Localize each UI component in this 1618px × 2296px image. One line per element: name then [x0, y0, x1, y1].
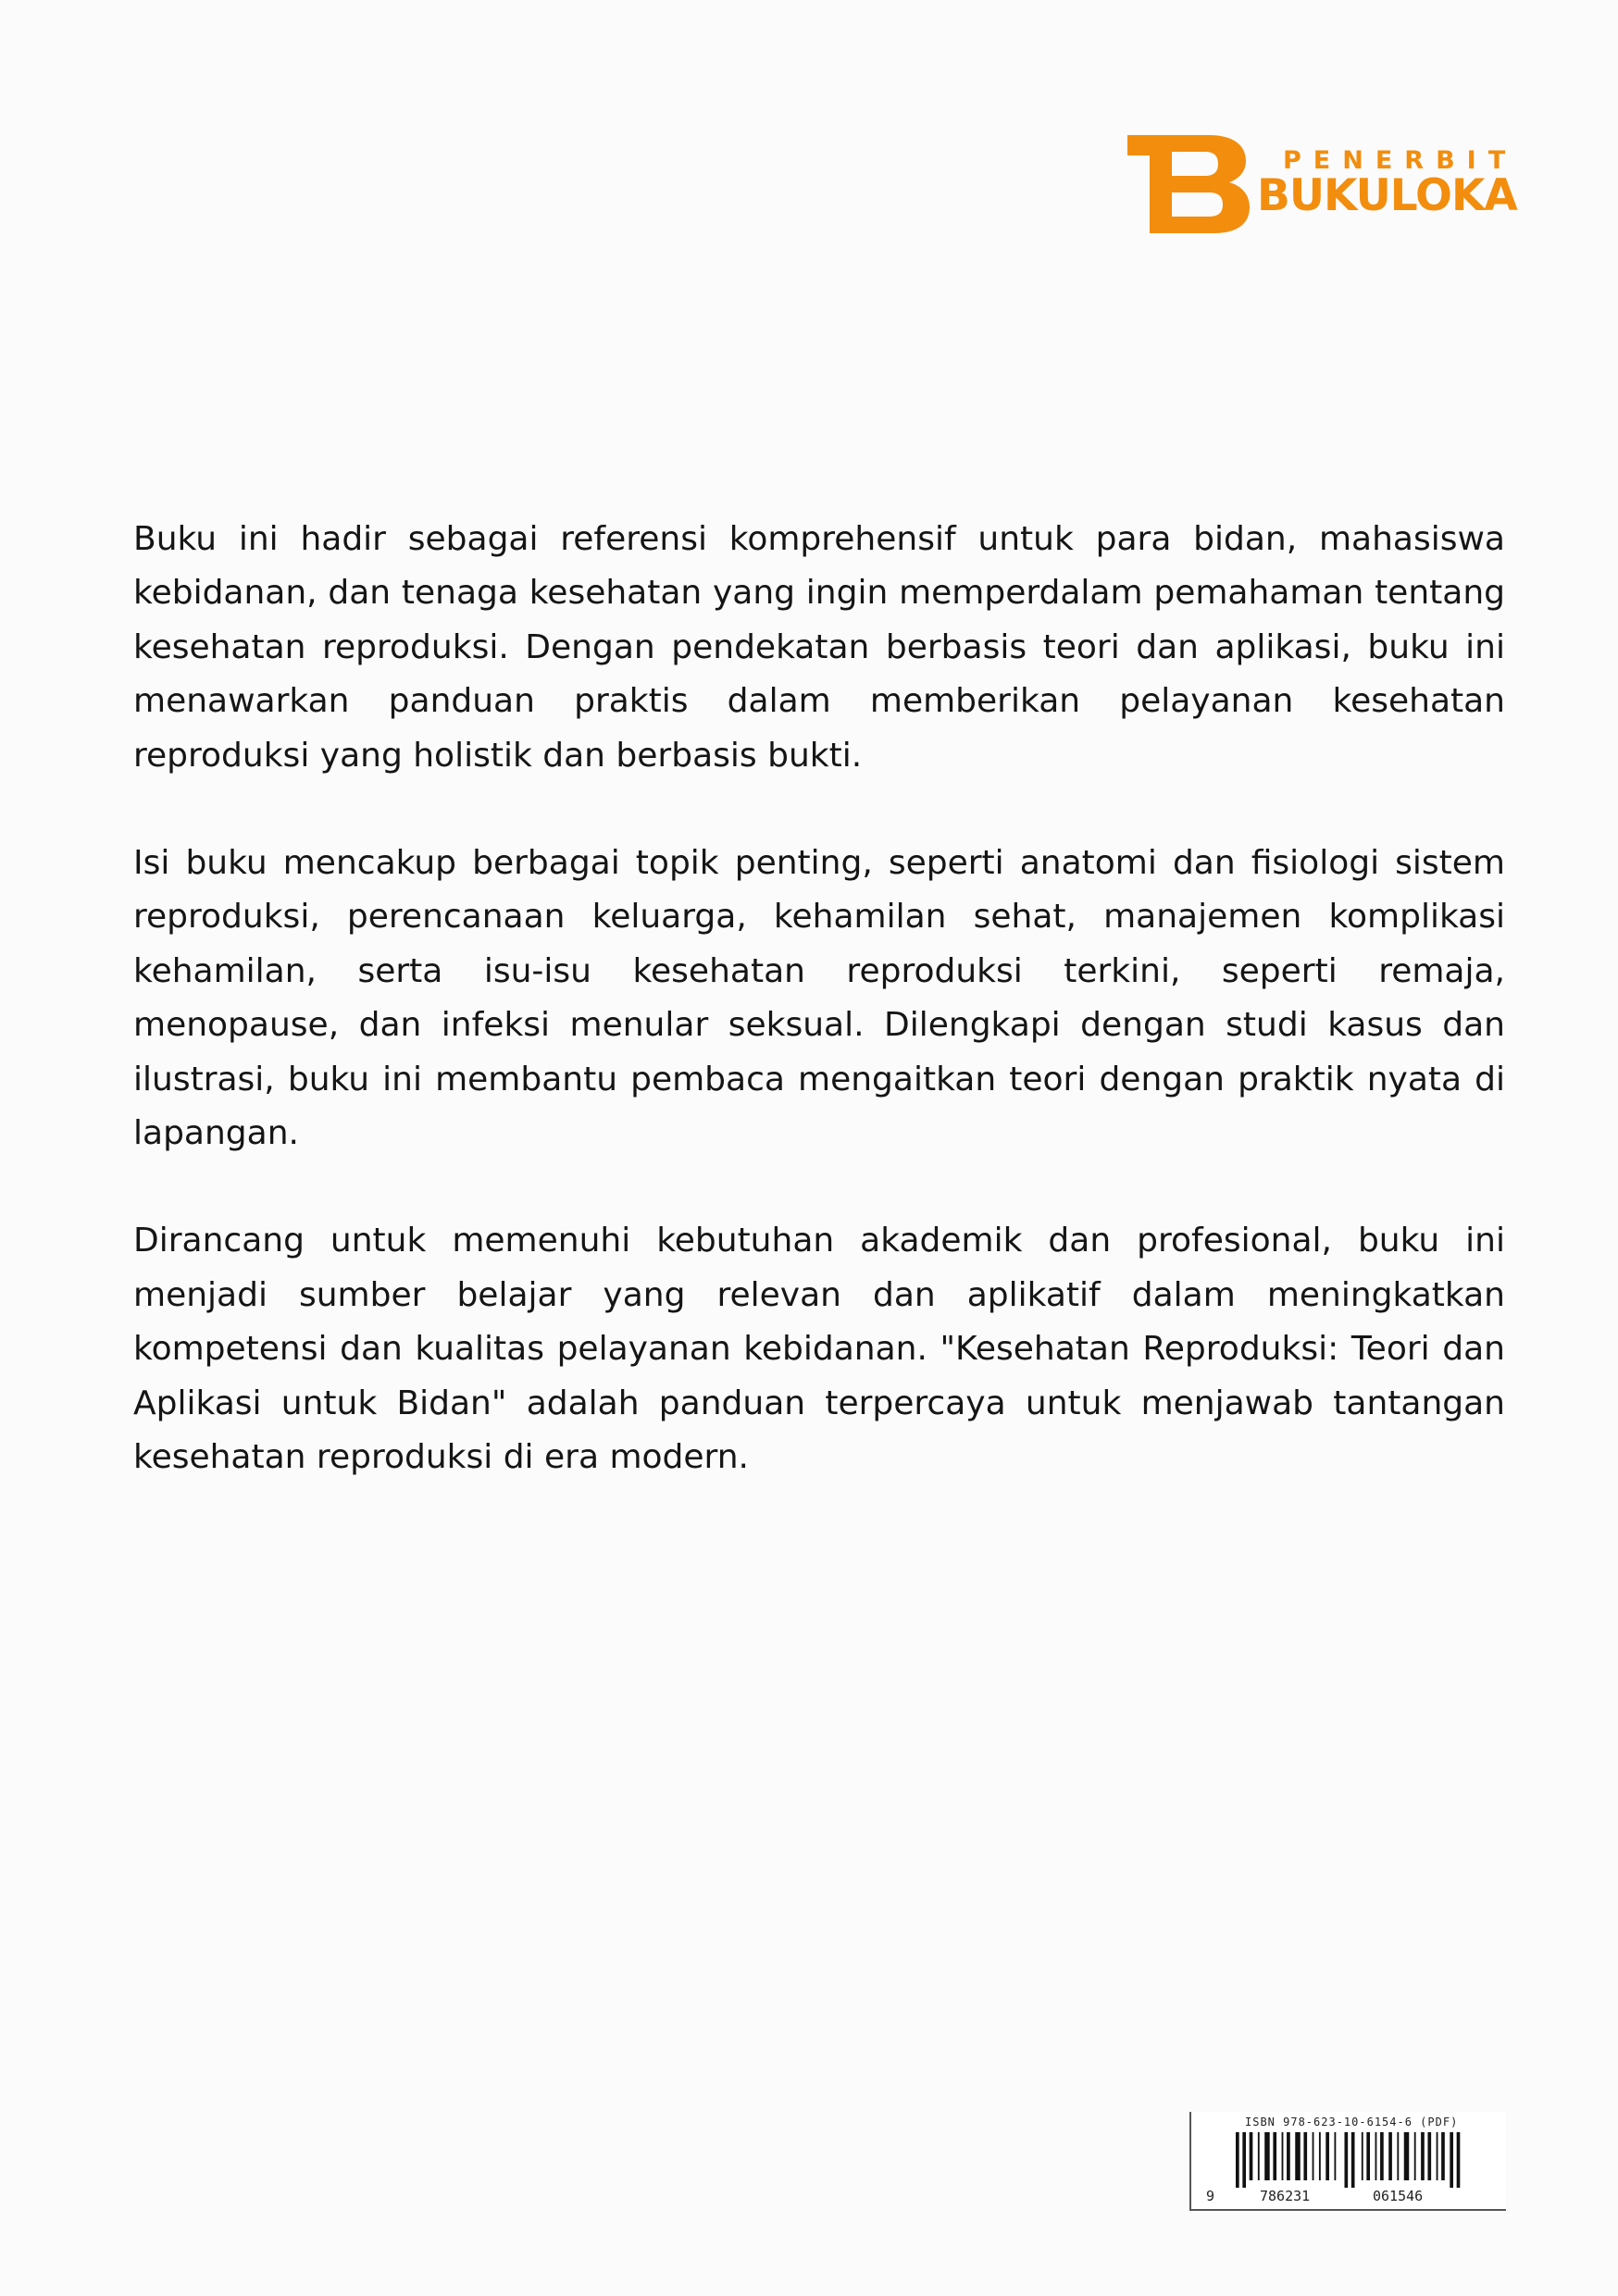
- barcode-bar-2: [1250, 2132, 1253, 2180]
- back-cover-blurb: [133, 513, 1505, 1539]
- barcode-bar-23: [1414, 2132, 1416, 2180]
- barcode-bar-21: [1397, 2132, 1399, 2180]
- barcode-bar-22: [1404, 2132, 1410, 2180]
- barcode-bar-7: [1287, 2132, 1290, 2180]
- barcode-bar-28: [1450, 2132, 1453, 2188]
- barcode-bar-15: [1351, 2132, 1355, 2188]
- barcode-bar-26: [1437, 2132, 1438, 2180]
- barcode-digits-left: 786231: [1260, 2188, 1311, 2204]
- barcode-bar-27: [1441, 2132, 1445, 2180]
- barcode-bar-24: [1421, 2132, 1425, 2180]
- barcode-bar-16: [1362, 2132, 1363, 2180]
- barcode-bar-20: [1388, 2132, 1392, 2180]
- barcode-bar-13: [1334, 2132, 1336, 2180]
- isbn-barcode: [1189, 2112, 1506, 2211]
- barcode-bar-6: [1282, 2132, 1284, 2180]
- barcode-digits-right: 061546: [1373, 2188, 1424, 2204]
- barcode-digit-first: 9: [1206, 2188, 1215, 2204]
- blurb-paragraph-1: Buku ini hadir sebagai referensi komprehensif untuk para bidan, mahasiswa kebidanan, dan tenaga kesehatan yang ingin memperdalam pemahaman tentang kesehatan reproduksi. Dengan pendekatan berbasis teori dan aplikasi, buku ini menawarkan panduan praktis dalam memberikan pelayanan kesehatan reproduksi yang holistik dan berbasis bukti.: [133, 520, 1505, 775]
- isbn-number: ISBN 978-623-10-6154-6 (PDF): [1245, 2116, 1459, 2128]
- barcode-bar-9: [1303, 2132, 1307, 2180]
- publisher-name: BUKULOKA: [1257, 170, 1517, 221]
- barcode-bar-25: [1427, 2132, 1431, 2180]
- barcode-bar-10: [1313, 2132, 1314, 2180]
- barcode-bar-5: [1273, 2132, 1276, 2180]
- barcode-bar-0: [1236, 2132, 1239, 2188]
- barcode-bar-14: [1344, 2132, 1348, 2188]
- barcode-bar-17: [1366, 2132, 1370, 2180]
- letter-b-logo-icon: [1127, 135, 1250, 233]
- blurb-paragraph-2: Isi buku mencakup berbagai topik penting, seperti anatomi dan fisiologi sistem reproduksi, perencanaan keluarga, kehamilan sehat, manajemen komplikasi kehamilan, serta isu-isu kesehatan reproduksi terkini, seperti remaja, menopause, dan infeksi menular seksual. Dilengkapi dengan studi kasus dan ilustrasi, buku ini membantu pembaca mengaitkan teori dengan praktik nyata di lapangan.: [133, 844, 1505, 1153]
- barcode-bar-3: [1258, 2132, 1260, 2180]
- publisher-logo: [1127, 135, 1525, 237]
- barcode-bar-1: [1242, 2132, 1246, 2188]
- blurb-paragraph-3: Dirancang untuk memenuhi kebutuhan akademik dan profesional, buku ini menjadi sumber belajar yang relevan dan aplikatif dalam meningkatkan kompetensi dan kualitas pelayanan kebidanan. "Kesehatan Reproduksi: Teori dan Aplikasi untuk Bidan" adalah panduan terpercaya untuk menjawab tantangan kesehatan reproduksi di era modern.: [133, 1222, 1505, 1477]
- publisher-label: PENERBIT: [1283, 146, 1518, 175]
- barcode-bar-11: [1319, 2132, 1321, 2180]
- barcode-bar-19: [1380, 2132, 1384, 2180]
- barcode-bar-4: [1264, 2132, 1270, 2180]
- barcode-bars: [1236, 2132, 1463, 2188]
- barcode-bar-8: [1295, 2132, 1301, 2180]
- barcode-bar-29: [1457, 2132, 1461, 2188]
- barcode-bar-18: [1375, 2132, 1377, 2180]
- barcode-bar-12: [1326, 2132, 1329, 2180]
